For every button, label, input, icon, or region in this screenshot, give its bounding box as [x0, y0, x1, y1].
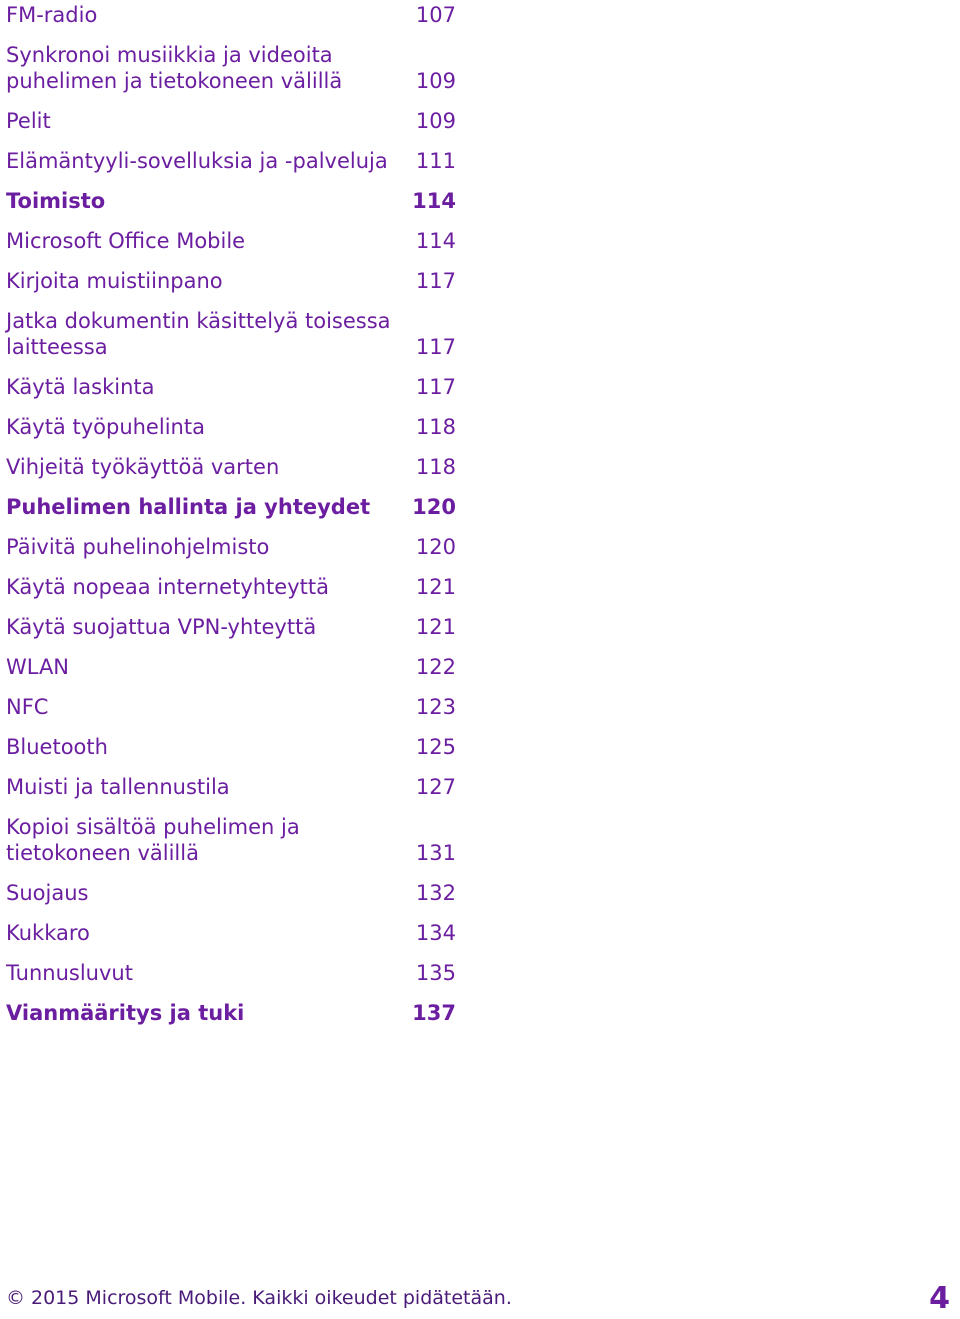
toc-entry[interactable]	[6, 774, 456, 800]
toc-entry[interactable]	[6, 734, 456, 760]
toc-entry[interactable]	[6, 108, 456, 134]
toc-entry-page: 118	[415, 415, 456, 439]
toc-entry-title: WLAN	[6, 655, 70, 679]
toc-entry-page: 123	[415, 695, 456, 719]
page-number: 4	[929, 1281, 950, 1316]
toc-entry-page: 117	[415, 269, 456, 293]
toc-entry[interactable]	[6, 42, 456, 94]
toc-entry-title: Tunnusluvut	[6, 961, 133, 985]
toc-entry[interactable]	[6, 960, 456, 986]
toc-entry[interactable]	[6, 414, 456, 440]
toc-section-heading[interactable]	[6, 188, 456, 214]
toc-entry-page: 117	[415, 375, 456, 399]
toc-entry[interactable]	[6, 654, 456, 680]
toc-entry-page: 132	[415, 881, 456, 905]
toc-entry-page: 127	[415, 775, 456, 799]
toc-entry[interactable]	[6, 920, 456, 946]
toc-entry-page: 137	[412, 1001, 456, 1025]
toc-entry-title: Elämäntyyli-sovelluksia ja -palveluja	[6, 149, 388, 173]
toc-entry-title: Päivitä puhelinohjelmisto	[6, 535, 270, 559]
toc-entry-page: 125	[415, 735, 456, 759]
toc-entry-title: FM-radio	[6, 3, 98, 27]
toc-entry-title: Vianmääritys ja tuki	[6, 1001, 245, 1025]
toc-entry[interactable]	[6, 2, 456, 28]
toc-entry[interactable]	[6, 574, 456, 600]
toc-section-heading[interactable]	[6, 1000, 456, 1026]
toc-entry-page: 117	[415, 335, 456, 359]
toc-entry[interactable]	[6, 308, 456, 360]
toc-entry[interactable]	[6, 880, 456, 906]
toc-section-heading[interactable]	[6, 494, 456, 520]
copyright-text: 2015 Microsoft Mobile. Kaikki oikeudet pidätetään.	[31, 1287, 512, 1309]
toc-entry-title: Puhelimen hallinta ja yhteydet	[6, 495, 371, 519]
toc-entry[interactable]	[6, 814, 456, 866]
toc-entry-title: Kukkaro	[6, 921, 90, 945]
toc-entry-page: 118	[415, 455, 456, 479]
toc-entry[interactable]	[6, 148, 456, 174]
toc-entry-title: Vihjeitä työkäyttöä varten	[6, 455, 280, 479]
toc-entry-title: Käytä suojattua VPN-yhteyttä	[6, 615, 317, 639]
toc-entry[interactable]	[6, 268, 456, 294]
toc-entry-page: 121	[415, 615, 456, 639]
toc-entry-title: Käytä nopeaa internetyhteyttä	[6, 575, 329, 599]
toc-entry-page: 120	[412, 495, 456, 519]
toc-entry[interactable]	[6, 534, 456, 560]
toc-entry-page: 120	[415, 535, 456, 559]
toc-entry-title: Kirjoita muistiinpano	[6, 269, 223, 293]
toc-entry-title: Jatka dokumentin käsittelyä toisessa laitteessa	[6, 309, 391, 359]
toc-entry-title: Käytä työpuhelinta	[6, 415, 205, 439]
toc-entry[interactable]	[6, 614, 456, 640]
toc-entry-page: 131	[415, 841, 456, 865]
toc-entry-page: 109	[415, 69, 456, 93]
toc-entry[interactable]	[6, 694, 456, 720]
toc-entry-page: 121	[415, 575, 456, 599]
copyright-icon: ©	[6, 1287, 25, 1309]
toc-entry-title: Toimisto	[6, 189, 106, 213]
toc-entry-page: 114	[412, 189, 456, 213]
toc-entry[interactable]	[6, 454, 456, 480]
toc-entry-title: Kopioi sisältöä puhelimen ja tietokoneen välillä	[6, 815, 300, 865]
toc-entry-page: 134	[415, 921, 456, 945]
toc-entry-page: 107	[415, 3, 456, 27]
toc-entry-page: 135	[415, 961, 456, 985]
toc-entry-title: Suojaus	[6, 881, 89, 905]
toc-entry-title: Käytä laskinta	[6, 375, 155, 399]
toc-entry-title: Microsoft Office Mobile	[6, 229, 246, 253]
toc-entry-title: Pelit	[6, 109, 51, 133]
toc-entry-title: Synkronoi musiikkia ja videoita puhelimen ja tietokoneen välillä	[6, 43, 343, 93]
toc-entry-page: 114	[415, 229, 456, 253]
toc-entry-page: 122	[415, 655, 456, 679]
toc-entry-page: 109	[415, 109, 456, 133]
copyright-notice	[6, 1286, 512, 1310]
toc-entry[interactable]	[6, 228, 456, 254]
toc-entry-title: Bluetooth	[6, 735, 108, 759]
toc-entry-title: Muisti ja tallennustila	[6, 775, 230, 799]
table-of-contents	[6, 2, 456, 1040]
page-footer	[6, 1282, 950, 1316]
toc-entry-page: 111	[415, 149, 456, 173]
toc-entry-title: NFC	[6, 695, 49, 719]
toc-entry[interactable]	[6, 374, 456, 400]
